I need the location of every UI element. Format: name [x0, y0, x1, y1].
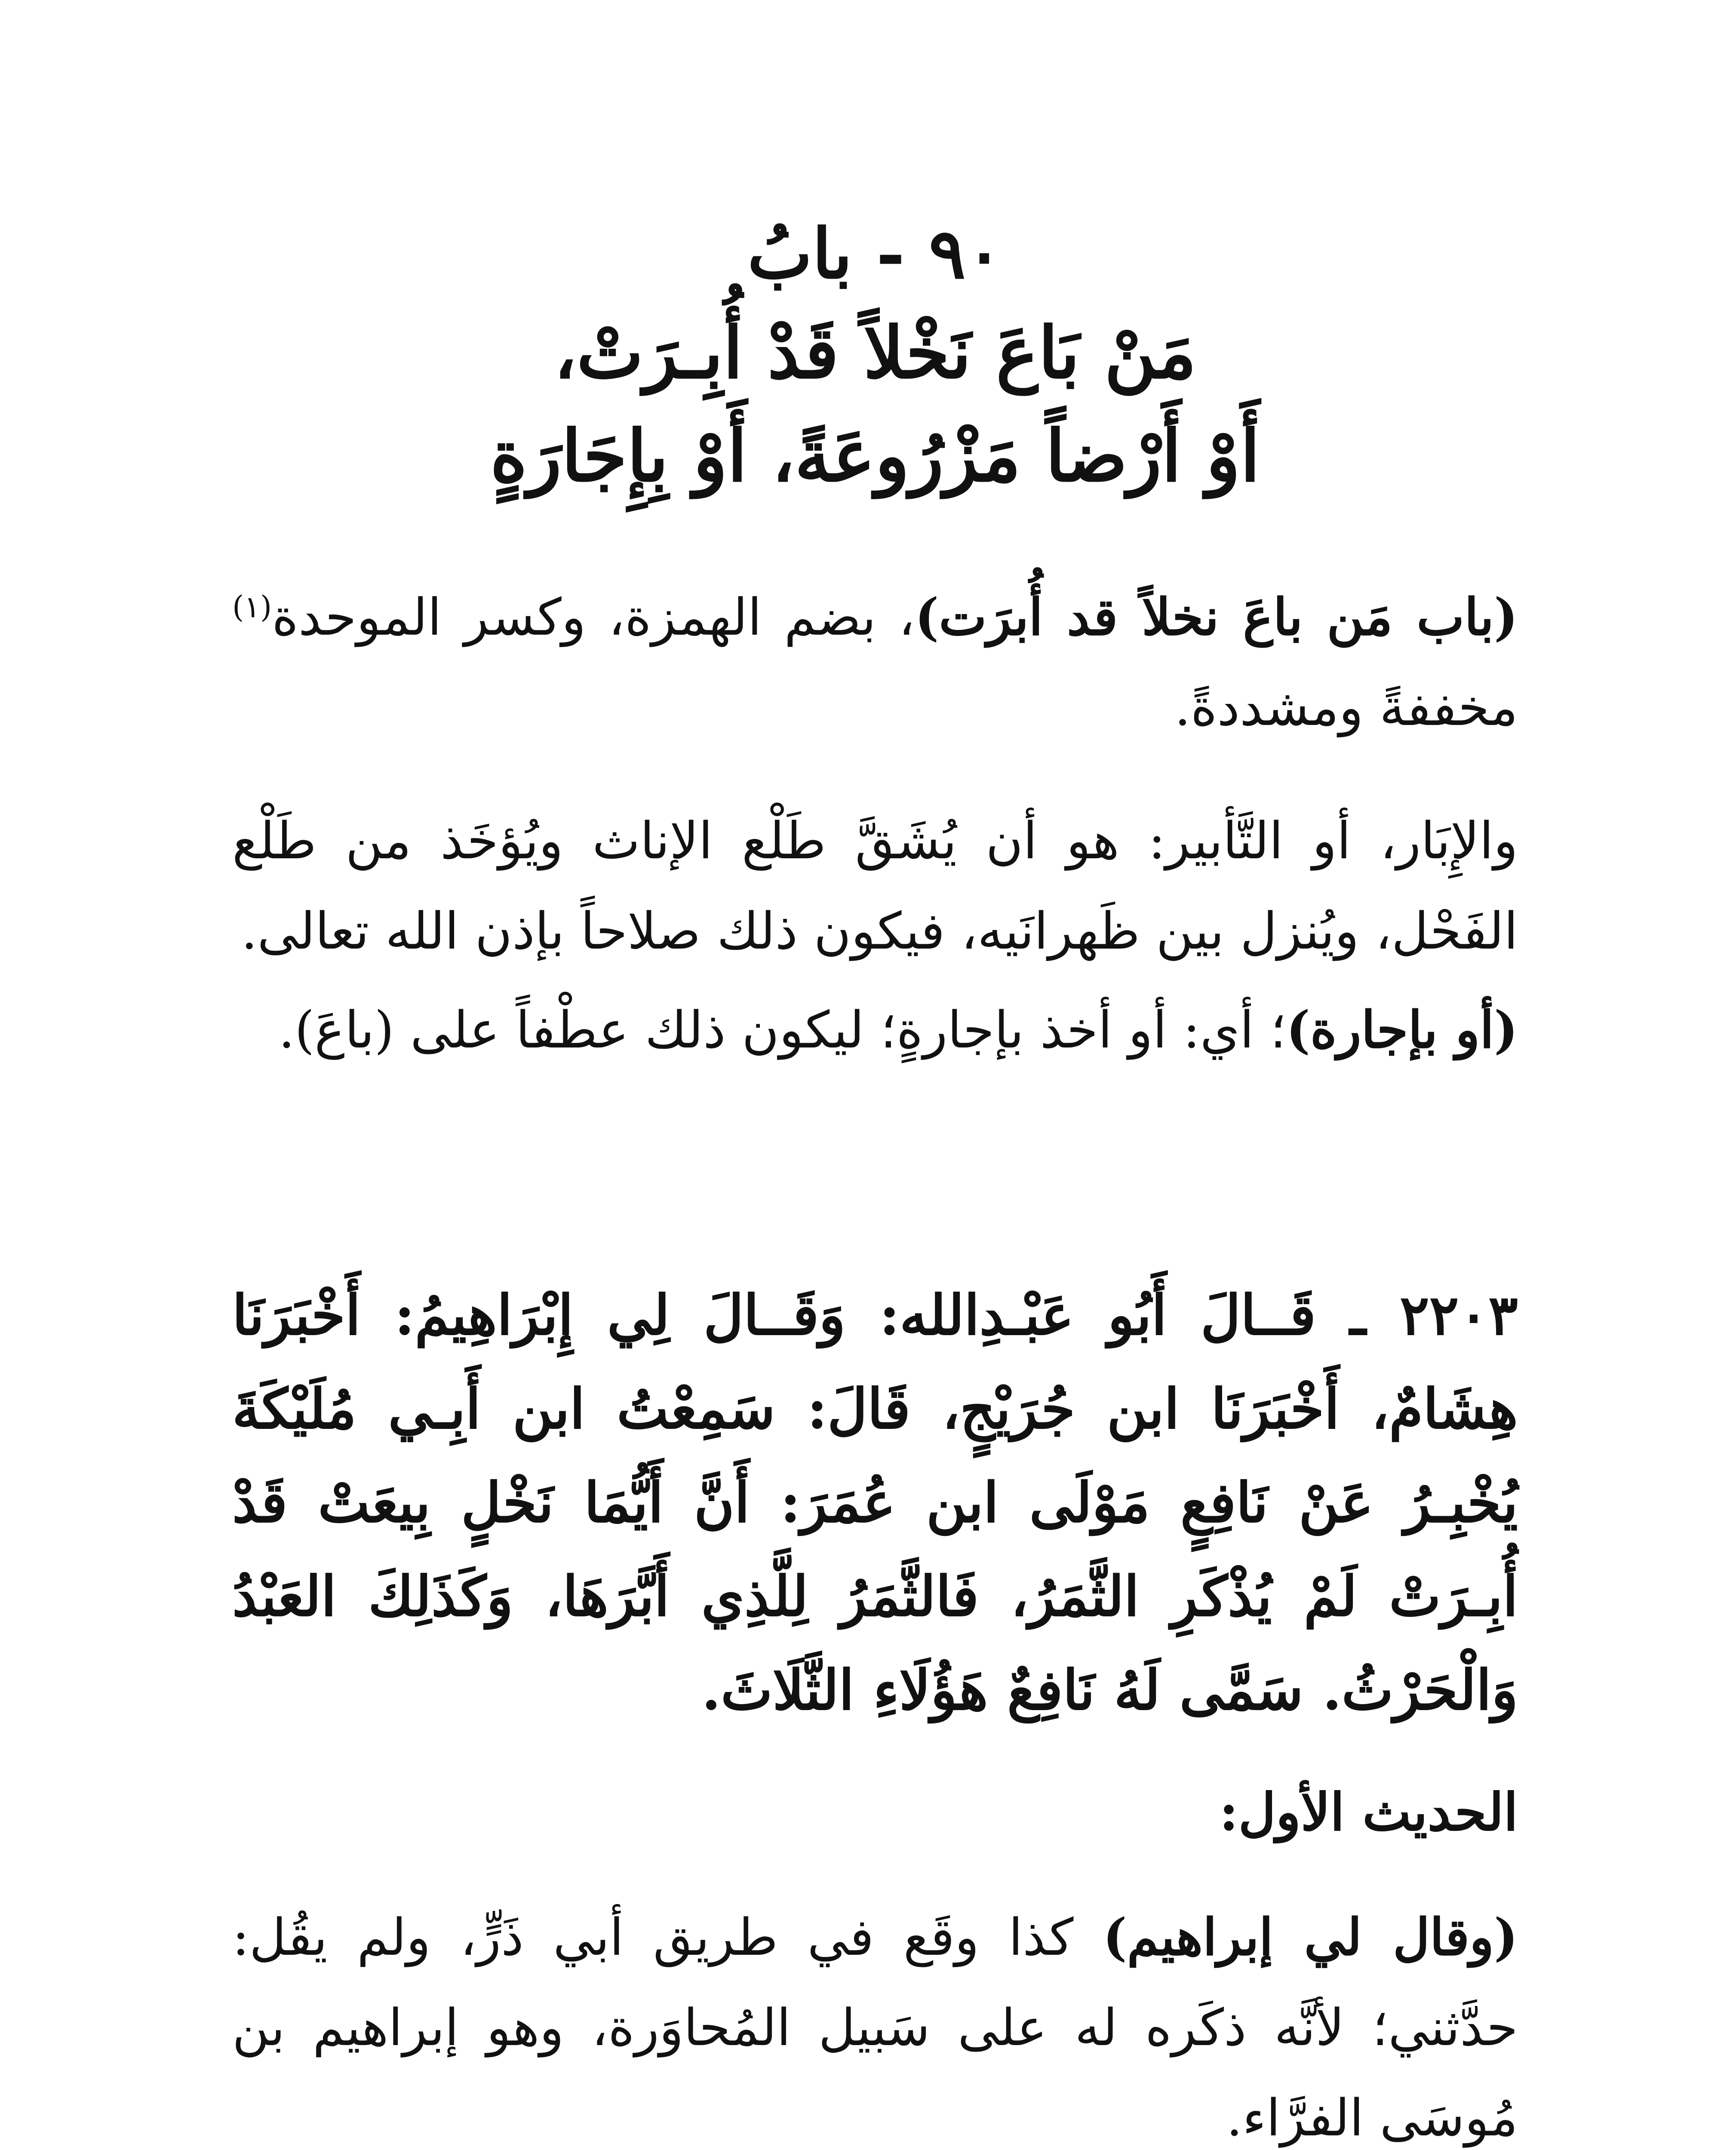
section-heading-block	[232, 1767, 1518, 1858]
commentary-paragraph-1	[232, 572, 1518, 752]
commentary-text: ، بضم الهمزة، وكسر الموحدة	[272, 587, 915, 647]
commentary-paragraph-3	[232, 985, 1518, 1075]
commentary-text: والإِبَار، أو التَّأبير: هو أن يُشَقَّ طَلْع الإناث ويُؤخَذ من طَلْع الفَحْل، ويُنزل بين ظَهرانَيه، فيكون ذلك صلاحاً بإذن الله تعالى.	[232, 811, 1518, 961]
hadith-text-block	[232, 1268, 1518, 1737]
section-paragraph	[232, 1892, 1518, 2150]
commentary-bold-phrase: (أو بإجارة)	[1286, 1000, 1518, 1060]
chapter-title-line-1: مَنْ بَاعَ نَخْلاً قَدْ أُبِـرَتْ،	[553, 311, 1197, 394]
commentary-text: ؛ أي: أو أخذ بإجارةٍ؛ ليكون ذلك عطْفاً على (باعَ).	[278, 1000, 1286, 1060]
commentary-paragraph-2	[232, 796, 1518, 976]
chapter-title	[232, 206, 1518, 507]
section-bold-phrase: (وقال لي إبراهيم)	[1103, 1907, 1518, 1967]
section-text: كذا وقَع في طريق أبي ذَرٍّ، ولم يقُل: حدَّثني؛ لأنَّه ذكَره له على سَبيل المُحاوَرة، وهو إبراهيم بن مُوسَى الفرَّاء.	[232, 1907, 1518, 2147]
hadith-text: ٢٢٠٣ ـ قَــالَ أَبُو عَبْـدِالله: وَقَــالَ لِي إِبْرَاهِيمُ: أَخْبَرَنَا هِشَامٌ، أَخْبَرَنَا ابن جُرَيْجٍ، قَالَ: سَمِعْتُ ابن أَبِـي مُلَيْكَةَ يُخْبِـرُ عَنْ نَافِعٍ مَوْلَى ابن عُمَرَ: أَنَّ أَيُّمَا نَخْلٍ بِيعَتْ قَدْ أُبِـرَتْ لَمْ يُذْكَرِ الثَّمَرُ، فَالثَّمَرُ لِلَّذِي أَبَّرَهَا، وَكَذَلِكَ العَبْدُ وَالْحَرْثُ. سَمَّى لَهُ نَافِعٌ هَؤُلَاءِ الثَّلَاثَ.	[232, 1283, 1518, 1723]
chapter-number: ٩٠ - بابُ	[747, 213, 1003, 294]
chapter-title-line-2: أَوْ أَرْضاً مَزْرُوعَةً، أَوْ بِإِجَارَةٍ	[490, 414, 1260, 498]
section-heading: الحديث الأول:	[1219, 1782, 1518, 1843]
footnote-reference[interactable]: (١)	[232, 589, 272, 625]
commentary-bold-phrase: (باب مَن باعَ نخلاً قد أُبرَت)	[915, 587, 1518, 647]
commentary-text-end: مخففةً ومشددةً.	[1174, 678, 1518, 737]
